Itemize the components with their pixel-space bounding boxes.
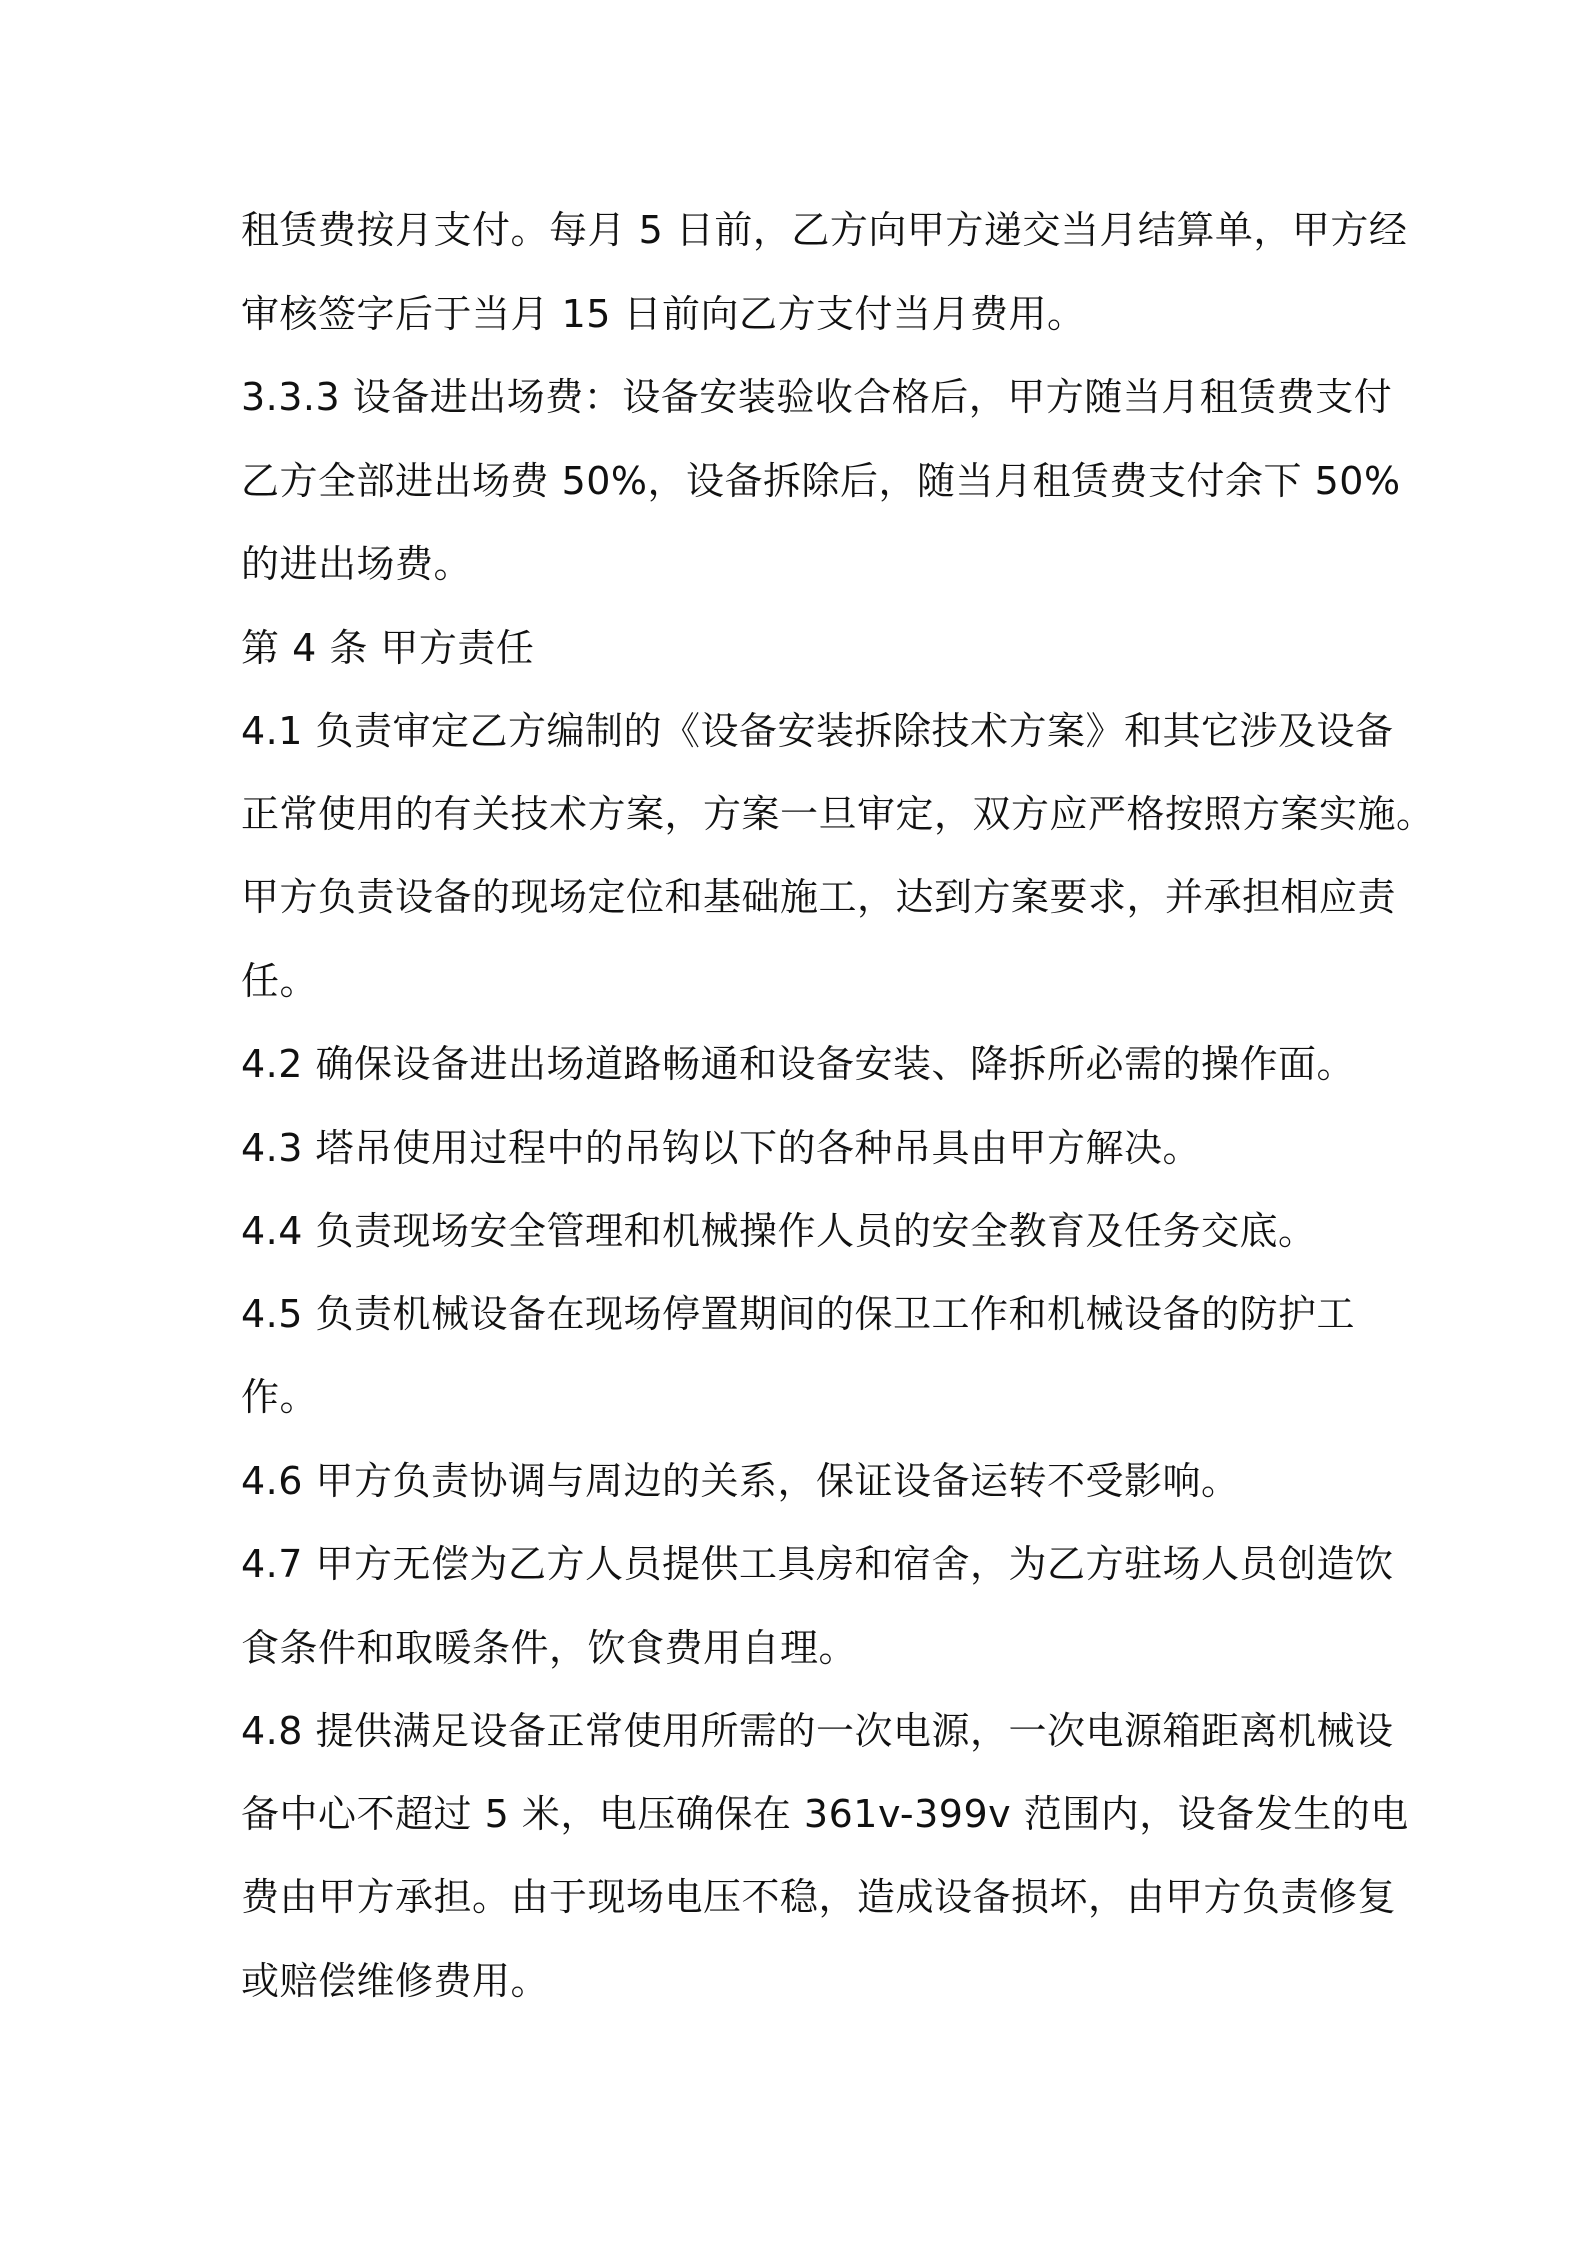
text-line: 4.8 提供满足设备正常使用所需的一次电源，一次电源箱距离机械设 [241, 1709, 1394, 1753]
text-line: 或赔偿维修费用。 [241, 1959, 550, 2003]
text-line: 食条件和取暖条件，饮食费用自理。 [241, 1626, 858, 1670]
text-line: 审核签字后于当月 15 日前向乙方支付当月费用。 [241, 292, 1086, 336]
text-line: 4.6 甲方负责协调与周边的关系，保证设备运转不受影响。 [241, 1459, 1240, 1503]
text-line: 4.5 负责机械设备在现场停置期间的保卫工作和机械设备的防护工 [241, 1292, 1356, 1336]
text-line: 任。 [241, 959, 319, 1003]
section-heading: 第 4 条 甲方责任 [241, 626, 535, 670]
text-line: 租赁费按月支付。每月 5 日前，乙方向甲方递交当月结算单，甲方经 [241, 208, 1408, 252]
text-line: 作。 [241, 1375, 319, 1419]
text-line: 正常使用的有关技术方案，方案一旦审定，双方应严格按照方案实施。 [241, 792, 1435, 836]
text-line: 甲方负责设备的现场定位和基础施工，达到方案要求，并承担相应责 [241, 875, 1397, 919]
text-line: 3.3.3 设备进出场费：设备安装验收合格后，甲方随当月租赁费支付 [241, 375, 1393, 419]
text-line: 备中心不超过 5 米，电压确保在 361v-399v 范围内，设备发生的电 [241, 1792, 1409, 1836]
text-line: 4.4 负责现场安全管理和机械操作人员的安全教育及任务交底。 [241, 1209, 1317, 1253]
text-line: 4.1 负责审定乙方编制的《设备安装拆除技术方案》和其它涉及设备 [241, 709, 1394, 753]
text-line: 的进出场费。 [241, 542, 473, 586]
text-line: 乙方全部进出场费 50%，设备拆除后，随当月租赁费支付余下 50% [241, 459, 1401, 503]
text-line: 4.2 确保设备进出场道路畅通和设备安装、降拆所必需的操作面。 [241, 1042, 1356, 1086]
text-line: 4.3 塔吊使用过程中的吊钩以下的各种吊具由甲方解决。 [241, 1126, 1202, 1170]
text-line: 费由甲方承担。由于现场电压不稳，造成设备损坏，由甲方负责修复 [241, 1875, 1397, 1919]
text-line: 4.7 甲方无偿为乙方人员提供工具房和宿舍，为乙方驻场人员创造饮 [241, 1542, 1394, 1586]
